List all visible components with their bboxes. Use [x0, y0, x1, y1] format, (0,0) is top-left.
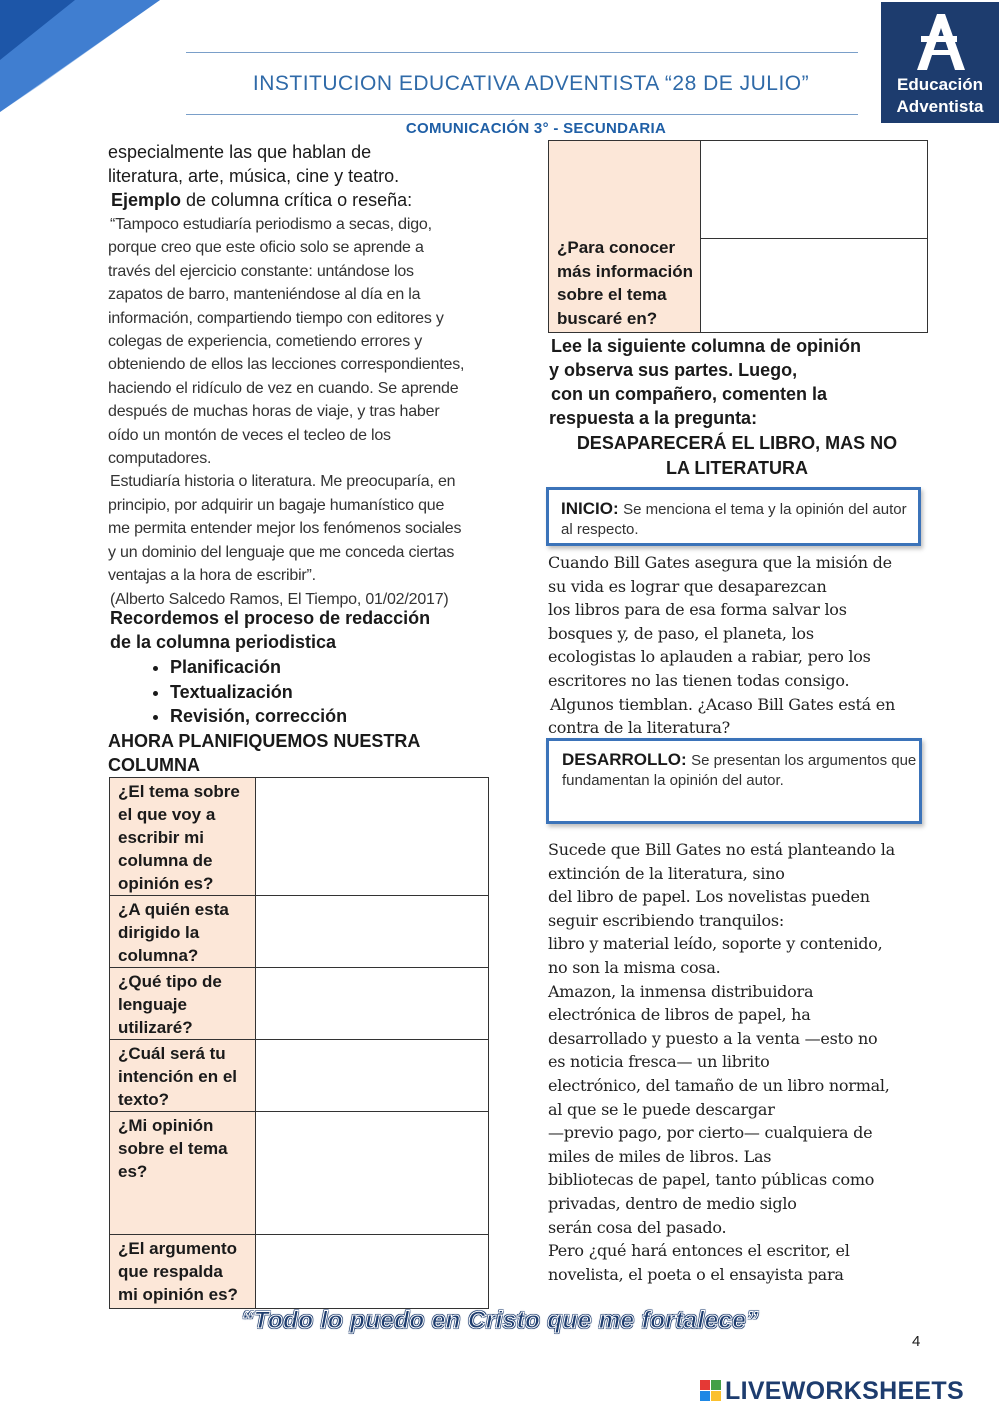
- logo: [881, 2, 999, 123]
- instruction-line: y observa sus partes. Luego,: [549, 360, 798, 380]
- plan-answer-cell[interactable]: [256, 968, 489, 1040]
- desarrollo-label: DESARROLLO:: [562, 750, 687, 769]
- plan-title: [108, 729, 493, 777]
- article-line: extinción de la literatura, sino: [548, 863, 785, 883]
- table-row: [110, 778, 489, 896]
- quote-citation: (Alberto Salcedo Ramos, El Tiempo, 01/02/2017): [110, 590, 449, 608]
- liveworksheets-brand: [700, 1377, 964, 1406]
- article-line: su vida es lograr que desaparezcan: [548, 576, 827, 596]
- instruction-line: respuesta a la pregunta:: [549, 408, 758, 428]
- quote-line: me permita entender mejor los fenómenos sociales: [108, 520, 462, 538]
- example-rest: de columna crítica o reseña:: [181, 190, 413, 210]
- info-answer-cell[interactable]: [701, 239, 928, 333]
- article-line: del libro de papel. Los novelistas pueden: [548, 887, 870, 907]
- plan-answer-cell[interactable]: [256, 1112, 489, 1235]
- quote-line: haciendo el ridículo de vez en cuando. Se aprende: [108, 379, 459, 397]
- quote-line: oído un montón de veces el tecleo de los: [108, 426, 391, 444]
- example-heading: [111, 188, 496, 212]
- quote-line: después de muchas horas de viaje, y tras haber: [108, 403, 440, 421]
- article-line: bosques y, de paso, el planeta, los: [548, 623, 814, 643]
- article-line: libro y material leído, soporte y contenido,: [548, 934, 883, 954]
- article-line: es noticia fresca— un librito: [548, 1052, 770, 1072]
- desarrollo-description: Se presentan los argumentos que fundamentan la opinión del autor.: [562, 752, 917, 789]
- article-line: Cuando Bill Gates asegura que la misión de: [548, 553, 892, 572]
- quote-line: “Tampoco estudiaría periodismo a secas, digo,: [110, 216, 432, 233]
- article-line: electrónica de libros de papel, ha: [548, 1005, 811, 1025]
- article-line: Algunos tiemblan. ¿Acaso Bill Gates está en: [550, 694, 896, 714]
- brand-text: LIVEWORKSHEETS: [725, 1377, 964, 1405]
- article-line: miles de miles de libros. Las: [548, 1146, 772, 1166]
- desarrollo-callout: [546, 738, 922, 824]
- article-line: Pero ¿qué hará entonces el escritor, el: [548, 1241, 850, 1261]
- intro-line: especialmente las que hablan de: [108, 142, 372, 162]
- article-line: serán cosa del pasado.: [548, 1217, 727, 1237]
- article-line: desarrollado y puesto a la venta —esto no: [548, 1028, 878, 1048]
- logo-text-line1: Educación: [897, 75, 983, 94]
- quote-line: Estudiaría historia o literatura. Me preocuparía, en: [110, 473, 456, 491]
- plan-answer-cell[interactable]: [256, 778, 489, 896]
- process-title-line: Recordemos el proceso de redacción: [110, 608, 431, 628]
- header-rule-bottom: [186, 114, 858, 115]
- process-step: • Revisión, corrección: [170, 704, 347, 729]
- plan-title-line: COLUMNA: [108, 755, 200, 775]
- article-paragraph-2: [548, 838, 928, 1286]
- article-line: —previo pago, por cierto— cualquiera de: [548, 1123, 873, 1143]
- article-line: al que se le puede descargar: [548, 1099, 775, 1119]
- quote-line: ventajas a la hora de escribir”.: [108, 567, 316, 585]
- process-title-line: de la columna periodistica: [110, 632, 337, 652]
- article-line: ecologistas lo aplauden a rabiar, pero los: [548, 647, 871, 667]
- example-quote: [108, 213, 493, 611]
- article-line: novelista, el poeta o el ensayista para: [548, 1264, 844, 1284]
- article-line: seguir escribiendo tranquilos:: [548, 910, 785, 930]
- table-row: [110, 1235, 489, 1309]
- inicio-callout: [546, 487, 921, 546]
- logo-mark-icon: [915, 14, 965, 70]
- instruction-line: con un compañero, comenten la: [551, 384, 828, 404]
- article-line: no son la misma cosa.: [548, 957, 721, 977]
- table-row: [110, 896, 489, 968]
- process-steps: [108, 655, 347, 729]
- quote-line: información, compartiendo tiempo con editores y: [108, 309, 444, 327]
- quote-line: y un dominio del lenguaje que me conceda ciertas: [108, 543, 455, 561]
- quote-line: computadores.: [108, 450, 212, 468]
- plan-question: ¿El argumento que respalda mi opinión es?: [110, 1235, 256, 1309]
- article-line: Sucede que Bill Gates no está planteando la: [548, 840, 895, 859]
- example-bold: Ejemplo: [111, 190, 182, 210]
- plan-question: ¿El tema sobre el que voy a escribir mi columna de opinión es?: [110, 778, 256, 896]
- instruction-line: Lee la siguiente columna de opinión: [551, 336, 862, 356]
- plan-answer-cell[interactable]: [256, 896, 489, 968]
- plan-answer-cell[interactable]: [256, 1040, 489, 1112]
- article-line: escritores no las tienen todas consigo.: [548, 670, 850, 690]
- plan-question: ¿Mi opinión sobre el tema es?: [110, 1112, 256, 1235]
- article-line: contra de la literatura?: [548, 718, 730, 738]
- process-step: • Textualización: [170, 680, 347, 705]
- quote-line: porque creo que este oficio solo se aprende a: [108, 239, 424, 257]
- quote-line: través del ejercicio constante: untándose los: [108, 262, 414, 280]
- info-table: [548, 140, 928, 333]
- intro-text: [108, 140, 493, 188]
- article-title-line: DESAPARECERÁ EL LIBRO, MAS NO: [576, 433, 898, 453]
- quote-line: colegas de experiencia, cometiendo errores y: [108, 333, 423, 351]
- article-line: bibliotecas de papel, tanto públicas como: [548, 1170, 875, 1190]
- liveworksheets-logo-icon: [700, 1380, 722, 1402]
- corner-decoration: [0, 0, 160, 112]
- table-row: [110, 1112, 489, 1235]
- process-step: • Planificación: [170, 655, 347, 680]
- planning-table: [109, 777, 489, 1309]
- instruction: [549, 334, 927, 430]
- plan-question: ¿Qué tipo de lenguaje utilizaré?: [110, 968, 256, 1040]
- page-number: 4: [912, 1333, 921, 1350]
- plan-question: ¿Cuál será tu intención en el texto?: [110, 1040, 256, 1112]
- quote-line: principio, por adquirir un bagaje humanístico que: [108, 496, 445, 514]
- table-row: [110, 968, 489, 1040]
- article-title: [548, 431, 926, 481]
- inicio-description: Se menciona el tema y la opinión del autor al respecto.: [561, 501, 907, 538]
- motto: “Todo lo puedo en Cristo que me fortalece”: [241, 1307, 759, 1334]
- logo-text-line2: Adventista: [896, 97, 984, 116]
- info-answer-cell[interactable]: [701, 141, 928, 239]
- article-line: Amazon, la inmensa distribuidora: [548, 981, 814, 1001]
- info-question: ¿Para conocer más información sobre el tema buscaré en?: [549, 141, 701, 333]
- school-name: INSTITUCION EDUCATIVA ADVENTISTA “28 DE JULIO”: [252, 72, 810, 95]
- header-rule-top: [186, 52, 858, 53]
- plan-question: ¿A quién esta dirigido la columna?: [110, 896, 256, 968]
- plan-title-line: AHORA PLANIFIQUEMOS NUESTRA: [108, 731, 421, 751]
- article-line: privadas, dentro de medio siglo: [548, 1193, 797, 1213]
- article-line: los libros para de esa forma salvar los: [548, 600, 847, 620]
- article-paragraph-1: [548, 551, 926, 740]
- inicio-label: INICIO:: [561, 499, 619, 518]
- subject-title: COMUNICACIÓN 3° - SECUNDARIA: [405, 120, 667, 137]
- article-line: electrónico, del tamaño de un libro normal,: [548, 1075, 890, 1095]
- table-row: [110, 1040, 489, 1112]
- intro-line: literatura, arte, música, cine y teatro.: [108, 166, 400, 186]
- table-row: [549, 141, 928, 239]
- plan-answer-cell[interactable]: [256, 1235, 489, 1309]
- quote-line: obteniendo de ellos las lecciones correspondientes,: [108, 356, 465, 374]
- process-title: [110, 606, 495, 654]
- quote-line: zapatos de barro, manteniéndose al día en la: [108, 286, 421, 304]
- article-title-line: LA LITERATURA: [666, 458, 808, 478]
